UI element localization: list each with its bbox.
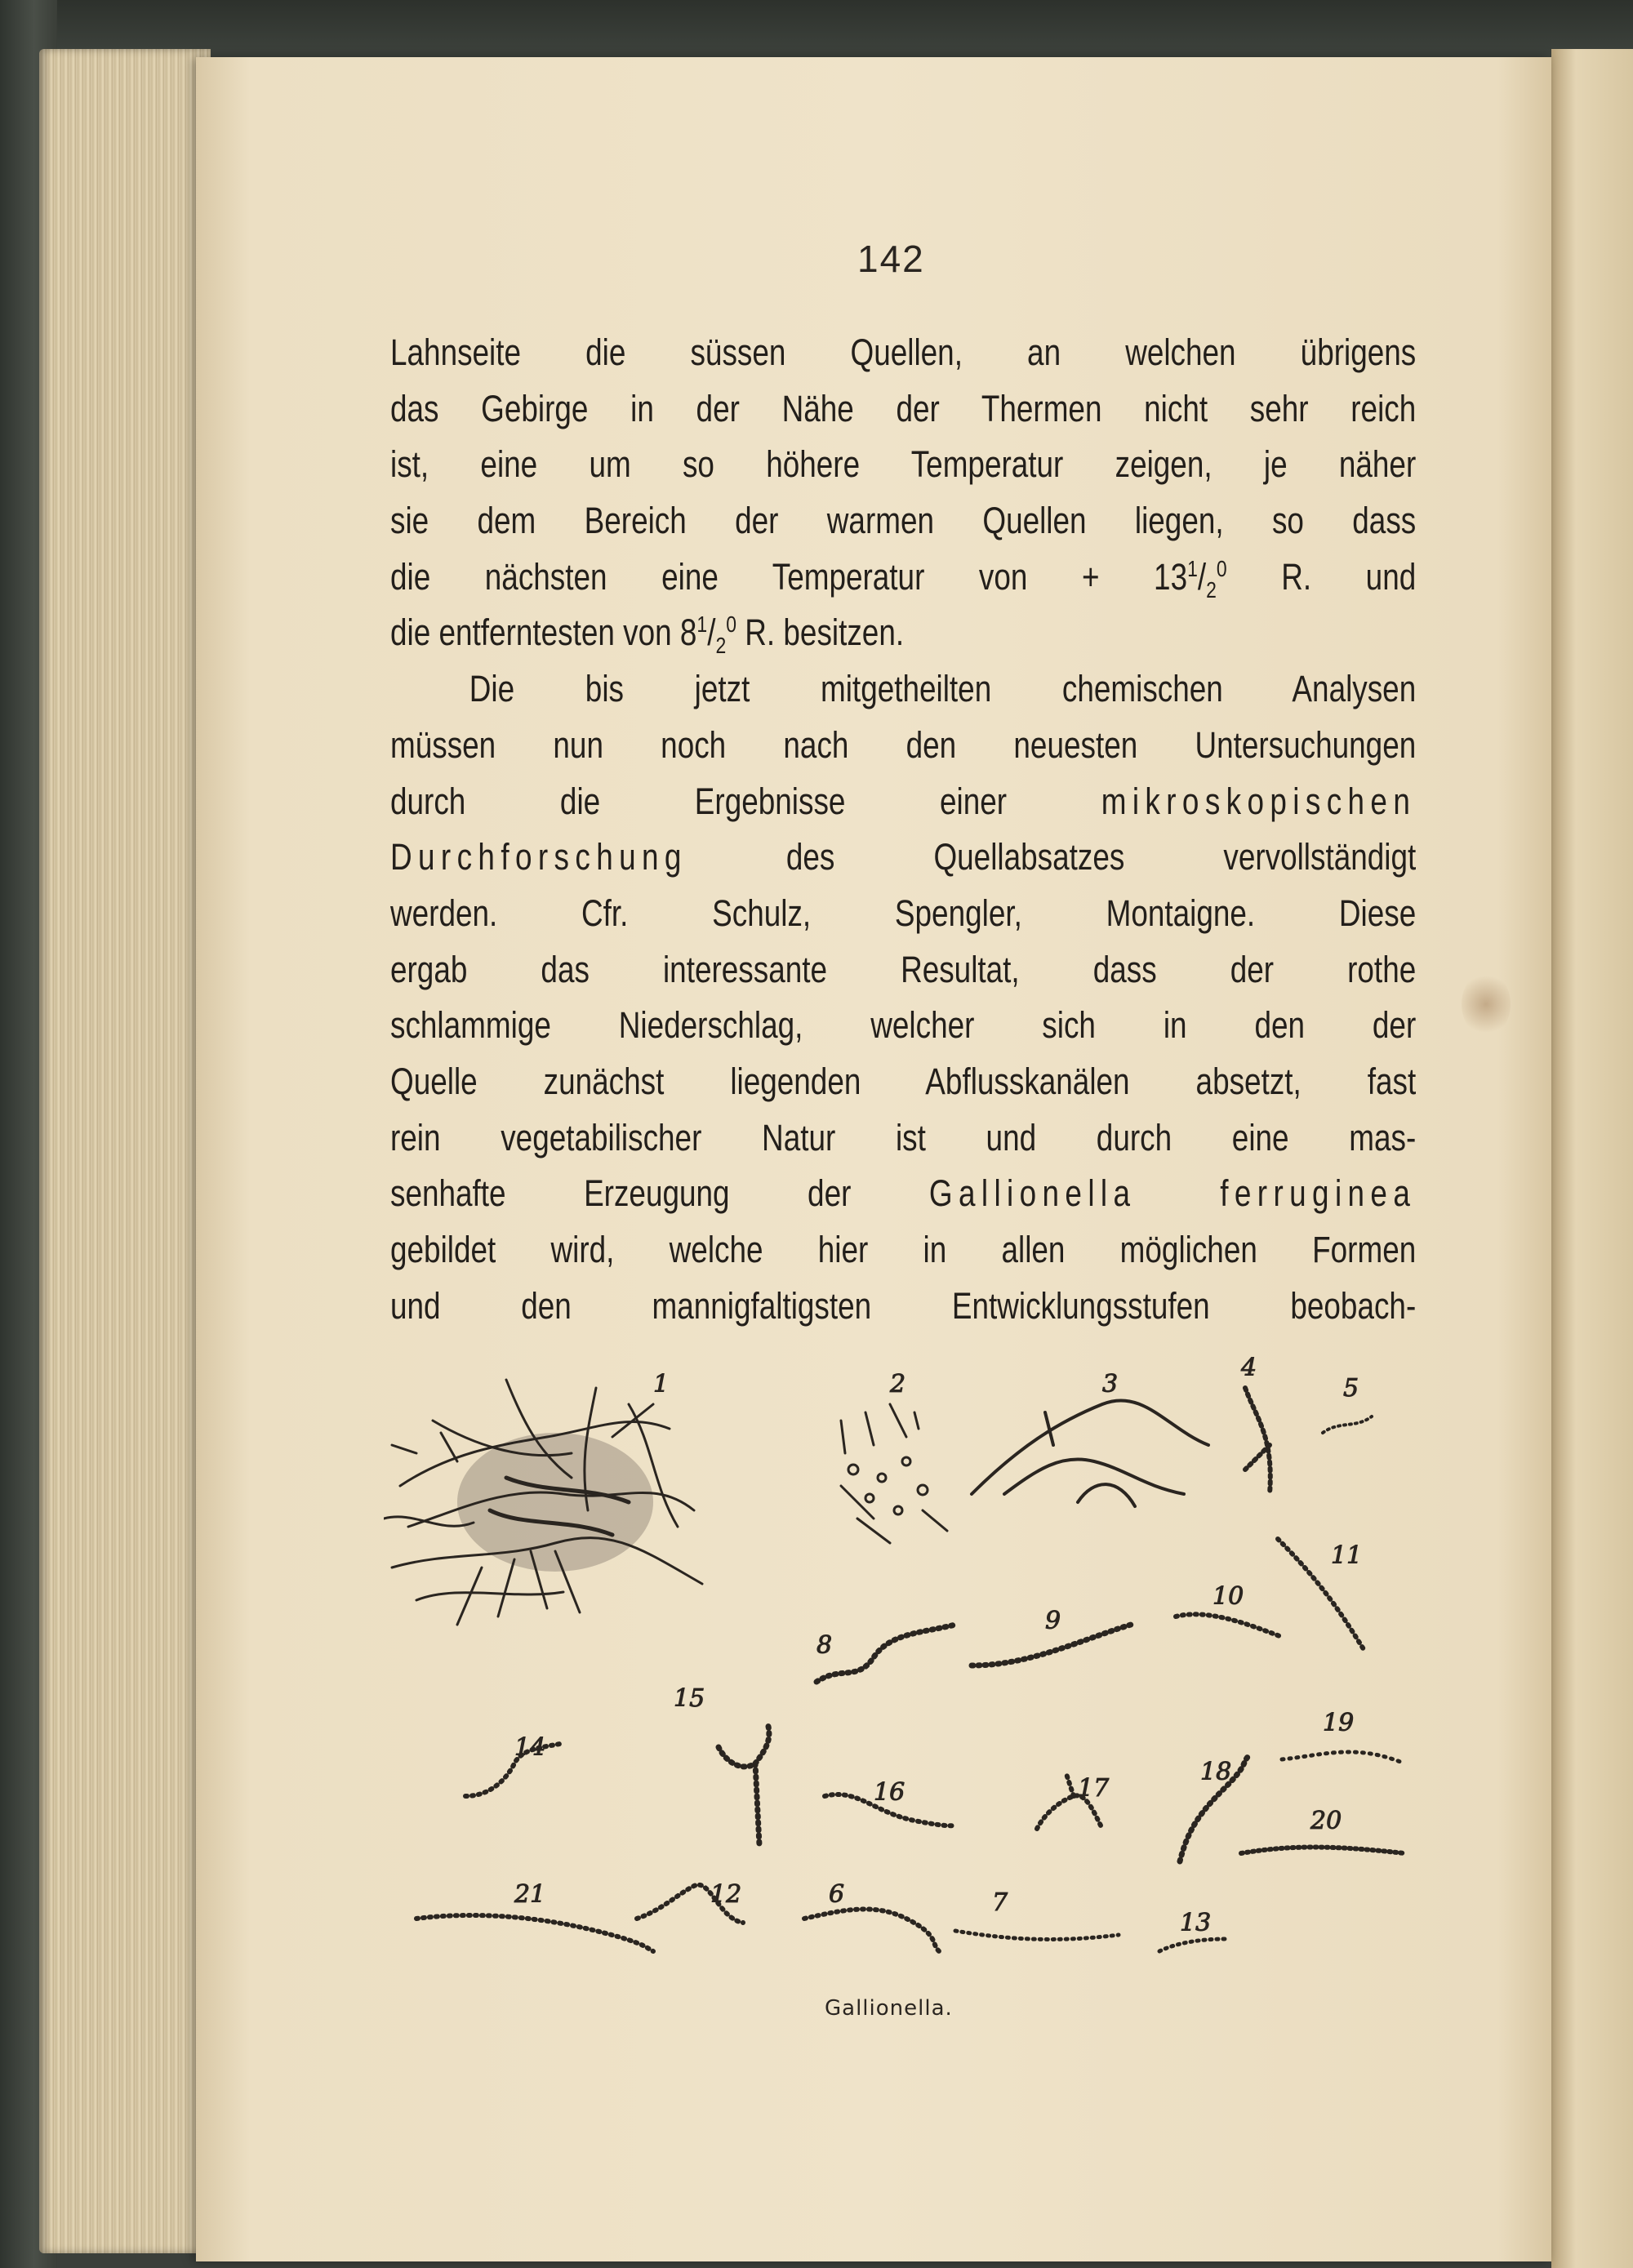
figure-7-chain	[955, 1931, 1119, 1939]
figure-20-chain	[1241, 1848, 1404, 1854]
figure-label-18: 18	[1200, 1758, 1232, 1786]
text-line: rein vegetabilischer Natur ist und durch eine mas-	[390, 1116, 1417, 1158]
figure-label-2: 2	[890, 1370, 906, 1399]
fraction-numerator: 1	[696, 611, 708, 638]
figure-1-filament-mass	[384, 1380, 702, 1625]
figure-19-chain	[1282, 1752, 1404, 1763]
figure-21-chain	[416, 1915, 653, 1951]
figure-8-chain	[816, 1625, 955, 1682]
figure-label-19: 19	[1323, 1709, 1355, 1737]
text-line: Die bis jetzt mitgetheilten chemischen Analysen	[469, 668, 1417, 710]
figure-label-21: 21	[514, 1880, 546, 1909]
degree-mark: 0	[1216, 555, 1227, 581]
text-line	[390, 774, 1416, 830]
spaced-emphasis: Durchforschung	[390, 836, 687, 878]
figure-10-chain	[1176, 1614, 1282, 1637]
text-line: müssen nun noch nach den neuesten Untersuchungen	[390, 723, 1417, 766]
degree-mark: 0	[726, 611, 737, 638]
figure-label-16: 16	[874, 1778, 905, 1807]
figure-6-chain	[804, 1909, 939, 1951]
facing-page-edge	[1551, 49, 1633, 2268]
figure-label-4: 4	[1241, 1355, 1257, 1382]
text-line: das Gebirge in der Nähe der Thermen nicht sehr reich	[390, 387, 1417, 429]
text-line	[390, 1166, 1416, 1222]
figure-label-5: 5	[1343, 1374, 1359, 1403]
fraction-numerator: 1	[1187, 555, 1198, 581]
figure-label-17: 17	[1078, 1774, 1110, 1803]
figure-label-6: 6	[829, 1880, 845, 1909]
figure-label-3: 3	[1102, 1370, 1119, 1399]
text-fragment: die nächsten eine Temperatur von + 13	[390, 555, 1188, 598]
page-stack-edges	[39, 49, 211, 2253]
figure-4-bent-filament	[1245, 1388, 1270, 1494]
text-line: Quelle zunächst liegenden Abflusskanälen absetzt, fast	[390, 1060, 1417, 1102]
text-fragment: die entferntesten von 8	[390, 611, 697, 654]
figure-label-13: 13	[1180, 1909, 1212, 1937]
figure-13-chain	[1159, 1939, 1225, 1951]
figure-label-9: 9	[1045, 1607, 1061, 1635]
text-line: ergab das interessante Resultat, dass der rothe	[390, 948, 1417, 990]
text-line: sie dem Bereich der warmen Quellen liegen, so dass	[390, 500, 1417, 542]
fraction-denominator: 2	[715, 633, 727, 659]
text-line: werden. Cfr. Schulz, Spengler, Montaigne. Diese	[390, 892, 1417, 934]
figure-label-11: 11	[1331, 1541, 1363, 1570]
figure-label-10: 10	[1213, 1582, 1244, 1611]
spaced-emphasis: Gallionella ferruginea	[928, 1172, 1417, 1215]
gallionella-illustration	[384, 1355, 1421, 1976]
fraction-slash: /	[707, 611, 716, 654]
figure-label-1: 1	[653, 1370, 670, 1399]
body-text	[390, 325, 1417, 1334]
spaced-emphasis: mikroskopischen	[1101, 780, 1417, 822]
figure-label-8: 8	[816, 1631, 833, 1660]
fraction-denominator: 2	[1206, 576, 1217, 603]
text-line: Lahnseite die süssen Quellen, an welchen übrigens	[390, 331, 1417, 373]
text-fragment: des Quellabsatzes vervollständigt	[687, 836, 1417, 878]
text-line: ist, eine um so höhere Temperatur zeigen, je näher	[390, 443, 1417, 486]
text-fragment: R. besitzen.	[736, 611, 905, 654]
figure-label-14: 14	[514, 1733, 546, 1762]
figure-label-7: 7	[992, 1888, 1008, 1917]
text-line: gebildet wird, welche hier in allen möglichen Formen	[390, 1229, 1417, 1270]
figure-15-branched-chain	[719, 1723, 769, 1845]
figure-label-15: 15	[674, 1684, 705, 1713]
fraction-slash: /	[1197, 555, 1207, 598]
text-fragment: senhafte Erzeugung der	[390, 1172, 929, 1215]
figure-2-fragments	[841, 1404, 947, 1543]
figure-caption: Gallionella.	[825, 1996, 953, 2021]
text-line: schlammige Niederschlag, welcher sich in den der	[390, 1004, 1417, 1047]
figure-3-branched-filaments	[972, 1400, 1208, 1506]
figure-label-12: 12	[710, 1880, 742, 1909]
paper-stain	[1462, 972, 1511, 1037]
page-number: 142	[857, 238, 925, 280]
text-fragment: durch die Ergebnisse einer	[390, 780, 1101, 822]
text-line	[390, 549, 1416, 606]
figure-label-20: 20	[1310, 1807, 1342, 1835]
text-line: und den mannigfaltigsten Entwicklungsstufen beobach-	[390, 1284, 1417, 1327]
text-line	[390, 605, 1416, 661]
text-line	[390, 829, 1416, 886]
text-fragment: R. und	[1226, 555, 1417, 598]
book-top-band	[0, 0, 1633, 61]
figure-5-coil	[1323, 1416, 1372, 1433]
